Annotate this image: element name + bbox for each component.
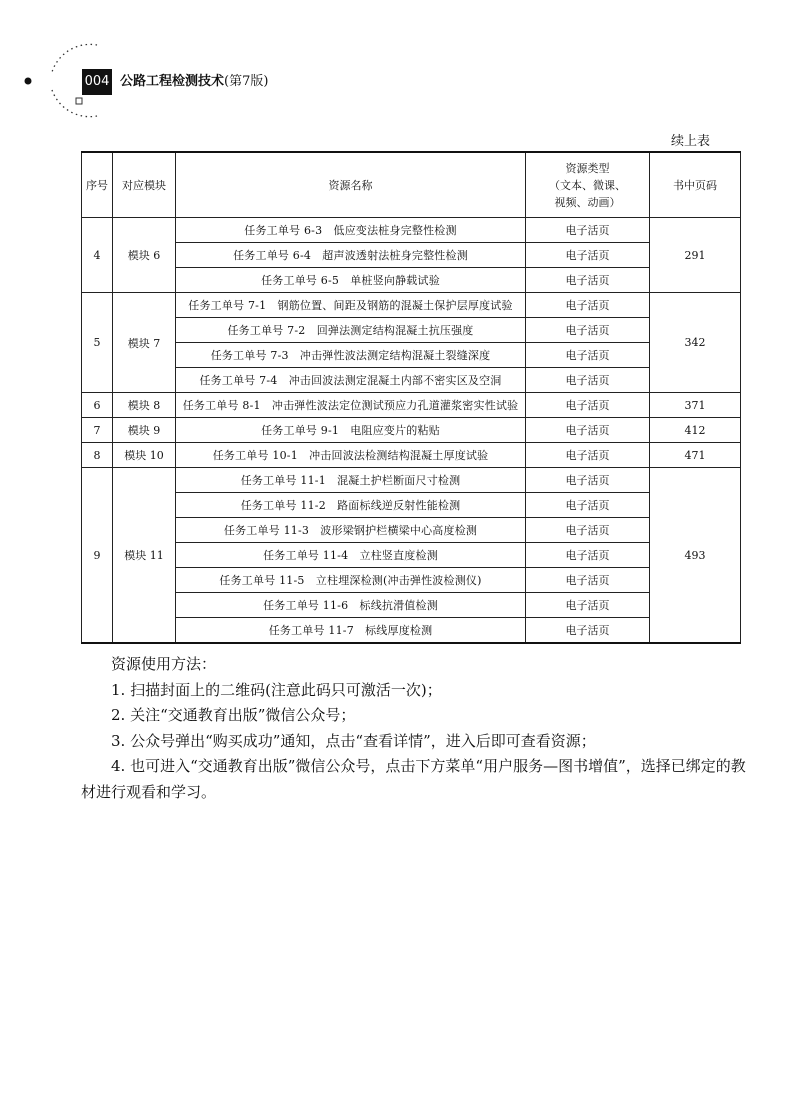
table-row <box>82 393 741 418</box>
table-row <box>82 493 741 518</box>
cell-resource-type: 电子活页 <box>526 468 650 493</box>
cell-resource-name: 任务工单号 10-1 冲击回波法检测结构混凝土厚度试验 <box>176 443 526 468</box>
cell-no: 6 <box>82 393 113 418</box>
cell-resource-name: 任务工单号 6-4 超声波透射法桩身完整性检测 <box>176 243 526 268</box>
usage-step: 2. 关注“交通教育出版”微信公众号； <box>111 706 356 724</box>
table-row <box>82 518 741 543</box>
cell-resource-type: 电子活页 <box>526 543 650 568</box>
cell-resource-type: 电子活页 <box>526 418 650 443</box>
cell-module: 模块 10 <box>113 443 176 468</box>
cell-resource-name: 任务工单号 7-3 冲击弹性波法测定结构混凝土裂缝深度 <box>176 343 526 368</box>
cell-resource-name: 任务工单号 7-1 钢筋位置、间距及钢筋的混凝土保护层厚度试验 <box>176 293 526 318</box>
cell-no: 4 <box>82 218 113 293</box>
cell-resource-type: 电子活页 <box>526 368 650 393</box>
cell-page: 342 <box>650 293 741 393</box>
cell-resource-name: 任务工单号 11-2 路面标线逆反射性能检测 <box>176 493 526 518</box>
header-name: 资源名称 <box>176 152 526 218</box>
header-type-line1: 资源类型 <box>565 161 610 175</box>
cell-no: 7 <box>82 418 113 443</box>
cell-resource-name: 任务工单号 9-1 电阻应变片的粘贴 <box>176 418 526 443</box>
cell-resource-type: 电子活页 <box>526 293 650 318</box>
cell-resource-type: 电子活页 <box>526 443 650 468</box>
cell-page: 371 <box>650 393 741 418</box>
table-row <box>82 293 741 318</box>
usage-step: 4. 也可进入“交通教育出版”微信公众号，点击下方菜单“用户服务—图书增值”，选择已绑定的教材进行观看和学习。 <box>81 757 746 801</box>
cell-resource-name: 任务工单号 6-3 低应变法桩身完整性检测 <box>176 218 526 243</box>
cell-page: 493 <box>650 468 741 644</box>
continued-label: 续上表 <box>670 134 710 149</box>
cell-resource-type: 电子活页 <box>526 218 650 243</box>
cell-resource-name: 任务工单号 11-4 立柱竖直度检测 <box>176 543 526 568</box>
cell-no: 9 <box>82 468 113 644</box>
cell-resource-name: 任务工单号 11-6 标线抗滑值检测 <box>176 593 526 618</box>
header-type-line3: 视频、动画） <box>554 195 621 209</box>
cell-resource-name: 任务工单号 11-5 立柱埋深检测(冲击弹性波检测仪) <box>176 568 526 593</box>
cell-resource-name: 任务工单号 8-1 冲击弹性波法定位测试预应力孔道灌浆密实性试验 <box>176 393 526 418</box>
cell-resource-name: 任务工单号 11-3 波形梁钢护栏横梁中心高度检测 <box>176 518 526 543</box>
resource-table <box>81 151 741 644</box>
table-row <box>82 543 741 568</box>
table-row <box>82 368 741 393</box>
cell-resource-type: 电子活页 <box>526 618 650 644</box>
table-row <box>82 593 741 618</box>
book-title-text: 公路工程检测技术 <box>120 74 225 89</box>
table-row <box>82 318 741 343</box>
cell-resource-type: 电子活页 <box>526 593 650 618</box>
header-type <box>526 152 650 218</box>
cell-resource-type: 电子活页 <box>526 243 650 268</box>
table-row <box>82 243 741 268</box>
table-row <box>82 618 741 644</box>
header-module: 对应模块 <box>113 152 176 218</box>
header-page: 书中页码 <box>650 152 741 218</box>
cell-module: 模块 6 <box>113 218 176 293</box>
table-row <box>82 568 741 593</box>
cell-resource-type: 电子活页 <box>526 343 650 368</box>
usage-step: 1. 扫描封面上的二维码(注意此码只可激活一次)； <box>111 680 442 699</box>
table-row <box>82 268 741 293</box>
cell-module: 模块 7 <box>113 293 176 393</box>
cell-module: 模块 9 <box>113 418 176 443</box>
cell-resource-name: 任务工单号 6-5 单桩竖向静载试验 <box>176 268 526 293</box>
table-header-row <box>82 152 741 218</box>
cell-resource-type: 电子活页 <box>526 268 650 293</box>
cell-module: 模块 8 <box>113 393 176 418</box>
usage-section <box>81 652 746 805</box>
cell-resource-name: 任务工单号 11-1 混凝土护栏断面尺寸检测 <box>176 468 526 493</box>
cell-resource-type: 电子活页 <box>526 568 650 593</box>
table-row <box>82 218 741 243</box>
usage-heading: 资源使用方法： <box>111 655 217 673</box>
book-edition: (第7版) <box>224 74 269 89</box>
cell-module: 模块 11 <box>113 468 176 644</box>
table-body <box>82 218 741 644</box>
cell-page: 471 <box>650 443 741 468</box>
cell-resource-name: 任务工单号 7-4 冲击回波法测定混凝土内部不密实区及空洞 <box>176 368 526 393</box>
table-row <box>82 443 741 468</box>
cell-resource-type: 电子活页 <box>526 393 650 418</box>
table-row <box>82 343 741 368</box>
cell-resource-type: 电子活页 <box>526 518 650 543</box>
table-row <box>82 418 741 443</box>
cell-page: 412 <box>650 418 741 443</box>
header-type-line2: （文本、微课、 <box>549 178 626 192</box>
cell-resource-name: 任务工单号 11-7 标线厚度检测 <box>176 618 526 644</box>
cell-page: 291 <box>650 218 741 293</box>
usage-step: 3. 公众号弹出“购买成功”通知，点击“查看详情”，进入后即可查看资源； <box>111 731 596 750</box>
cell-resource-name: 任务工单号 7-2 回弹法测定结构混凝土抗压强度 <box>176 318 526 343</box>
header-no: 序号 <box>82 152 113 218</box>
cell-no: 5 <box>82 293 113 393</box>
cell-resource-type: 电子活页 <box>526 493 650 518</box>
book-title <box>120 70 268 94</box>
page-number: 004 <box>82 69 112 95</box>
cell-resource-type: 电子活页 <box>526 318 650 343</box>
cell-no: 8 <box>82 443 113 468</box>
table-row <box>82 468 741 493</box>
